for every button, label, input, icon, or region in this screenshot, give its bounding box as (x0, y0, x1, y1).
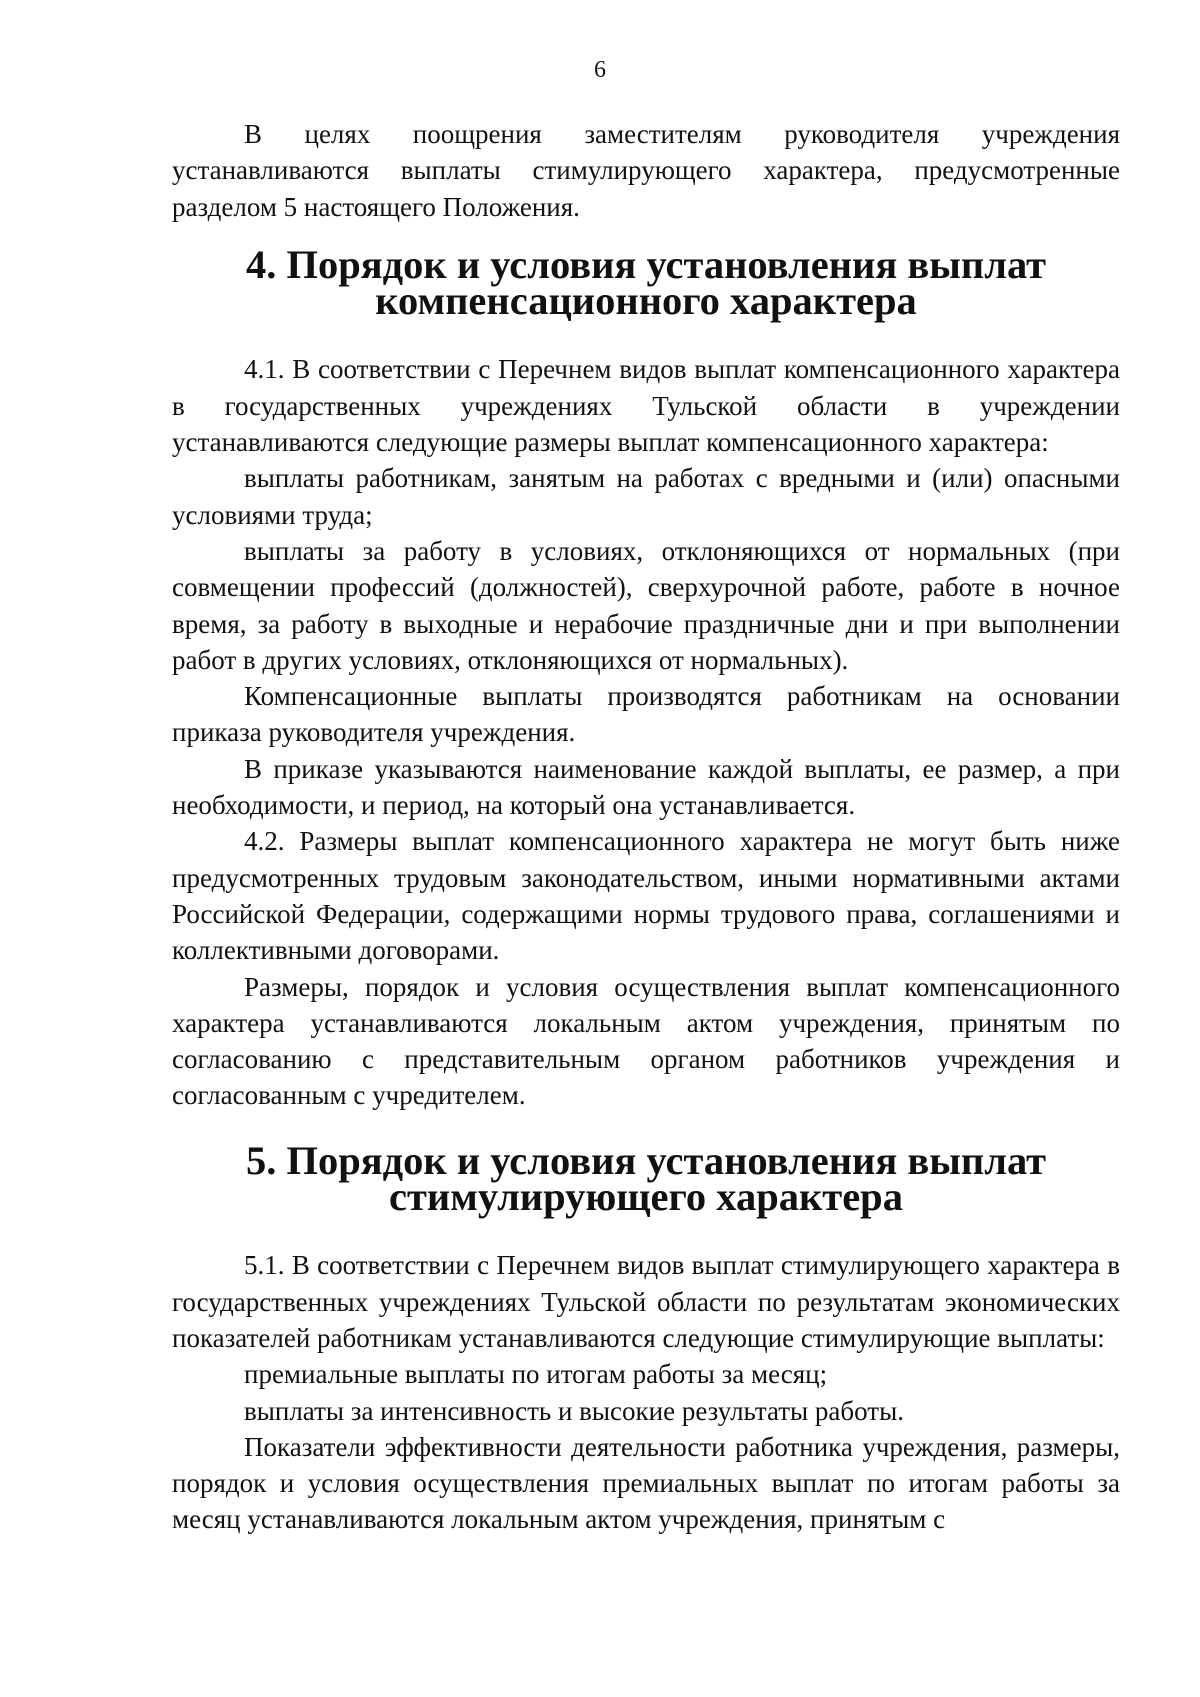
paragraph-local-act: Размеры, порядок и условия осуществления выплат компенсационного характера устанавливаются локальным актом учреждения, принятым по согласованию с представительным органом работников учреждения и согласованным с учредителем. (172, 971, 1120, 1111)
paragraph-4-2: 4.2. Размеры выплат компенсационного характера не могут быть ниже предусмотренных трудовым законодательством, иными нормативными актами Российской Федерации, содержащими нормы трудового права, соглашениями и коллективными договорами. (172, 826, 1120, 966)
section-5-heading-line-2: стимулирующего характера (389, 1174, 903, 1220)
section-4-heading (172, 241, 1120, 324)
document-body (172, 116, 1120, 1538)
paragraph-compensation-order: Компенсационные выплаты производятся работникам на основании приказа руководителя учреждения. (172, 681, 1120, 748)
list-item-monthly-bonus: премиальные выплаты по итогам работы за месяц; (244, 1359, 828, 1390)
section-5-heading-line-1: 5. Порядок и условия установления выплат (245, 1137, 1047, 1183)
page-number: 6 (594, 57, 606, 83)
section-4-heading-line-2: компенсационного характера (375, 278, 917, 324)
section-4-heading-line-1: 4. Порядок и условия установления выплат (245, 241, 1047, 287)
paragraph-5-1: 5.1. В соответствии с Перечнем видов выплат стимулирующего характера в государственных учреждениях Тульской области по результатам экономических показателей работникам устанавливаются следующие стимулирующие выплаты: (172, 1250, 1120, 1353)
paragraph-4-1: 4.1. В соответствии с Перечнем видов выплат компенсационного характера в государственных учреждениях Тульской области в учреждении устанавливаются следующие размеры выплат компенсационного характера: (172, 354, 1120, 458)
section-5-heading (172, 1137, 1120, 1220)
list-item-abnormal-conditions: выплаты за работу в условиях, отклоняющихся от нормальных (при совмещении профессий (должностей), сверхурочной работе, работе в ночное время, за работу в выходные и нерабочие праздничные дни и при выполнении работ в других условиях, отклоняющихся от нормальных). (172, 535, 1120, 675)
list-item-harmful-conditions: выплаты работникам, занятым на работах с вредными и (или) опасными условиями труда; (172, 463, 1120, 530)
list-item-intensity-bonus: выплаты за интенсивность и высокие результаты работы. (244, 1395, 904, 1426)
intro-paragraph: В целях поощрения заместителям руководителя учреждения устанавливаются выплаты стимулирующего характера, предусмотренные разделом 5 настоящего Положения. (172, 119, 1120, 222)
paragraph-order-contents: В приказе указываются наименование каждой выплаты, ее размер, а при необходимости, и период, на который она устанавливается. (172, 753, 1120, 821)
paragraph-performance-indicators: Показатели эффективности деятельности работника учреждения, размеры, порядок и условия осуществления премиальных выплат по итогам работы за месяц устанавливаются локальным актом учреждения, принятым с (172, 1431, 1120, 1535)
